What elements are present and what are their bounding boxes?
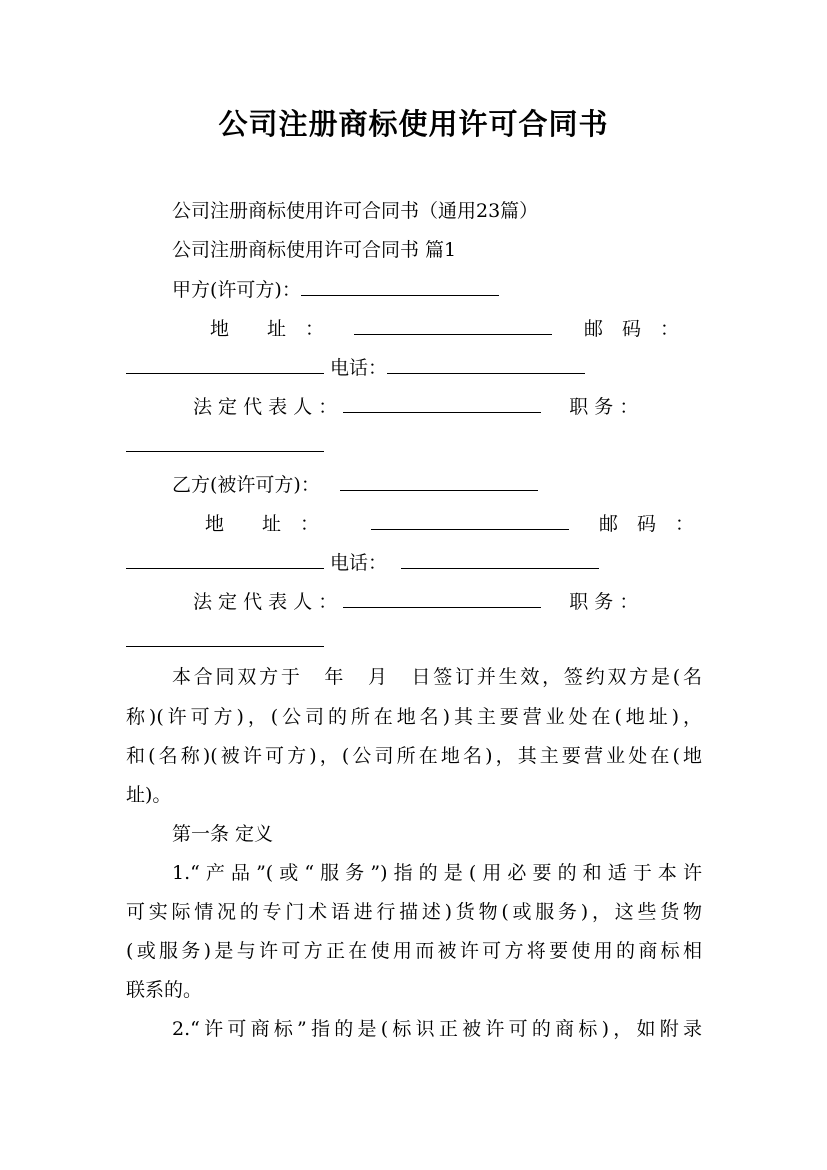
party-a-phone-label: 电话： [330,357,388,379]
party-b-position-blank [126,628,324,647]
party-b-rep-blank [343,589,541,608]
party-a-postcode-label: 邮 码 ： [584,318,680,340]
party-a-address-line [210,316,702,341]
party-a-address-blank [354,316,552,335]
party-a-position-line [126,433,702,458]
item1-line: 可实际情况的专门术语进行描述)货物(或服务)，这些货物 [126,901,702,923]
party-b-postcode-blank [126,550,324,569]
party-b-position-line [126,628,702,653]
para1-line: 和(名称)(被许可方)，(公司所在地名)，其主要营业处在(地 [126,745,702,767]
party-a-address-label: 地 址 ： [210,318,325,340]
item1-line: 联系的。 [126,979,203,1001]
article1-heading: 第一条 定义 [172,823,274,845]
document-title: 公司注册商标使用许可合同书 [218,107,609,141]
party-b-address-blank [371,511,569,530]
party-a-position-label: 职 务 ： [569,396,639,418]
party-b-phone-line [126,550,702,575]
intro-line: 公司注册商标使用许可合同书（通用23篇） [172,200,539,222]
party-a-position-blank [126,433,324,452]
party-a-rep-line [193,394,702,419]
party-b-phone-label: 电话： [330,552,388,574]
para1-line: 址)。 [126,784,172,806]
para1-line: 称)(许可方)，(公司的所在地名)其主要营业处在(地址)， [126,706,702,728]
item2-line: 2.“许可商标”指的是(标识正被许可的商标)，如附录 [172,1018,702,1040]
party-b-address-line [205,511,702,536]
party-a-line [172,277,702,302]
item1-line: (或服务)是与许可方正在使用而被许可方将要使用的商标相 [126,940,702,962]
chapter-heading: 公司注册商标使用许可合同书 篇1 [172,239,457,261]
item1-line: 1.“产品”(或“服务”)指的是(用必要的和适于本许 [172,862,702,884]
party-b-rep-line [193,589,702,614]
party-a-rep-blank [343,394,541,413]
party-a-name-blank [301,277,499,296]
party-a-rep-label: 法 定 代 表 人 ： [193,396,338,418]
party-a-postcode-blank [126,355,324,374]
party-b-name-blank [340,472,538,491]
party-a-phone-line [126,355,702,380]
party-b-rep-label: 法 定 代 表 人 ： [193,591,338,613]
party-b-postcode-label: 邮 码 ： [599,513,695,535]
party-a-phone-blank [387,355,585,374]
party-b-address-label: 地 址 ： [205,513,320,535]
party-b-phone-blank [401,550,599,569]
party-b-label: 乙方(被许可方)： [172,474,320,496]
party-b-line [172,472,702,497]
para1-line: 本合同双方于 年 月 日签订并生效，签约双方是(名 [172,666,702,688]
party-a-label: 甲方(许可方)： [172,279,301,301]
party-b-position-label: 职 务 ： [569,591,639,613]
